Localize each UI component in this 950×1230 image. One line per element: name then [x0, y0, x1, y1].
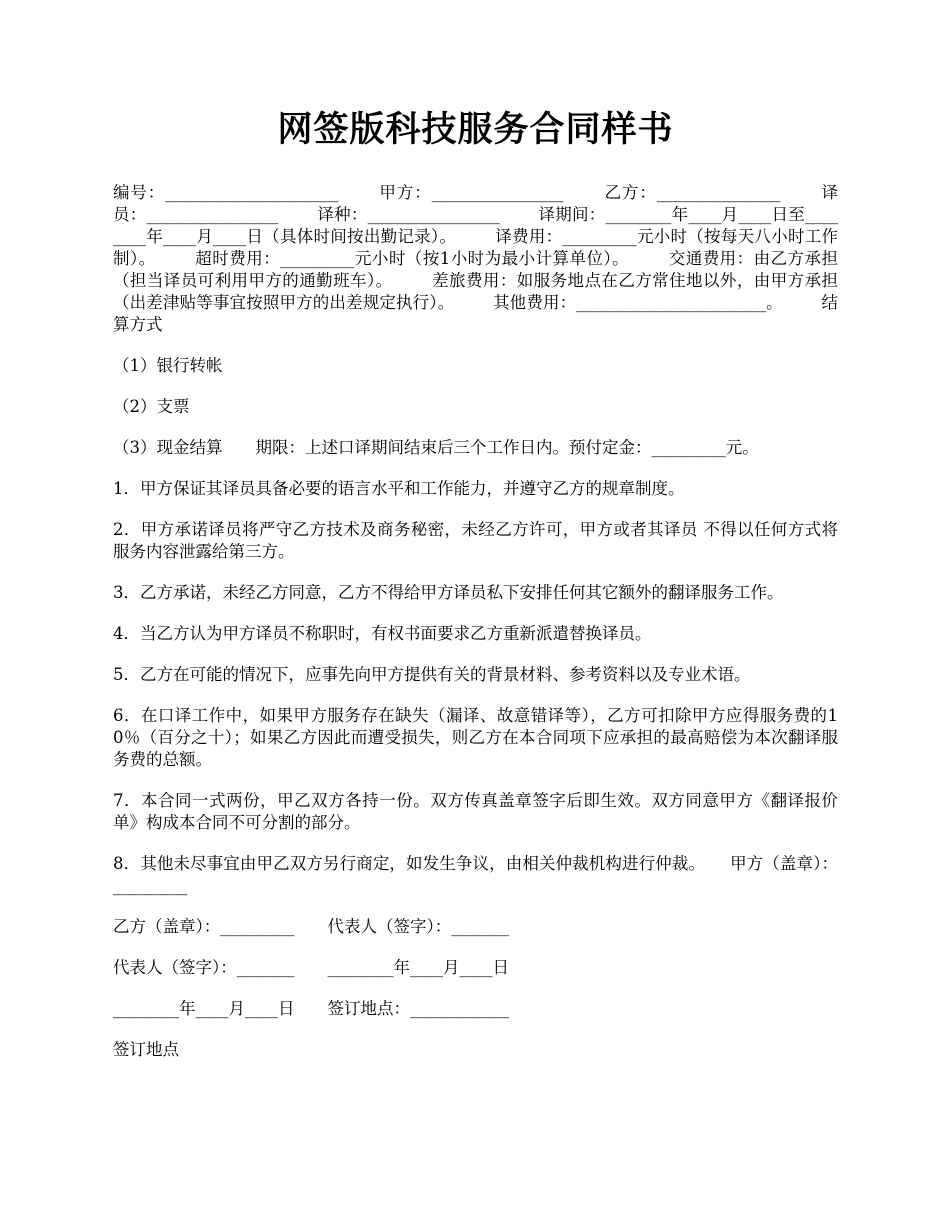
document-title: 网签版科技服务合同样书 [277, 109, 674, 150]
clause-2: 2．甲方承诺译员将严守乙方技术及商务秘密，未经乙方许可，甲方或者其译员 不得以任何方式将服务内容泄露给第三方。 [113, 520, 838, 561]
payment-option-check: （2）支票 [113, 397, 190, 416]
clause-3: 3．乙方承诺，未经乙方同意，乙方不得给甲方译员私下安排任何其它额外的翻译服务工作。 [113, 583, 784, 602]
payment-option-cash: （3）现金结算 期限：上述口译期间结束后三个工作日内。预付定金：_________元。 [113, 438, 759, 457]
clause-4: 4．当乙方认为甲方译员不称职时，有权书面要求乙方重新派遣替换译员。 [113, 624, 652, 643]
clause-6: 6．在口译工作中，如果甲方服务存在缺失（漏译、故意错译等），乙方可扣除甲方应得服务费的10％（百分之十）；如果乙方因此而遭受损失，则乙方在本合同项下应承担的最高赔偿为本次翻译服务费的总额。 [113, 706, 838, 769]
signature-line-4: 签订地点 [113, 1040, 179, 1059]
clause-1: 1．甲方保证其译员具备必要的语言水平和工作能力，并遵守乙方的规章制度。 [113, 479, 685, 498]
clause-8: 8．其他未尽事宜由甲乙双方另行商定，如发生争议，由相关仲裁机构进行仲裁。 甲方（盖章）：_________ [113, 854, 838, 895]
clause-7: 7．本合同一式两份，甲乙双方各持一份。双方传真盖章签字后即生效。双方同意甲方《翻译报价单》构成本合同不可分割的部分。 [113, 791, 838, 832]
signature-line-1: 乙方（盖章）：_________ 代表人（签字）：_______ [113, 917, 509, 936]
signature-line-2: 代表人（签字）：_______ ________年____月____日 [113, 958, 509, 977]
clause-5: 5．乙方在可能的情况下，应事先向甲方提供有关的背景材料、参考资料以及专业术语。 [113, 665, 751, 684]
signature-line-3: ________年____月____日 签订地点：____________ [113, 999, 509, 1018]
header-paragraph: 编号：_____________________ 甲方：________________ 乙方：_______________ 译员：________________ 译种：________________ 译期间：________年____月____日至________年____月____日（具体时间按出勤记录）。 译费用：_________元小时（按每天八小时工作制）。 超时费用：_________元小时（按1小时为最小计算单位）。 交通费用：由乙方承担（担当译员可利用甲方的通勤班车）。 差旅费用：如服务地点在乙方常住地以外，由甲方承担（出差津贴等事宜按照甲方的出差规定执行）。 其他费用：_______________________。 结算方式 [113, 183, 838, 334]
payment-option-bank: （1）银行转帐 [113, 356, 223, 375]
